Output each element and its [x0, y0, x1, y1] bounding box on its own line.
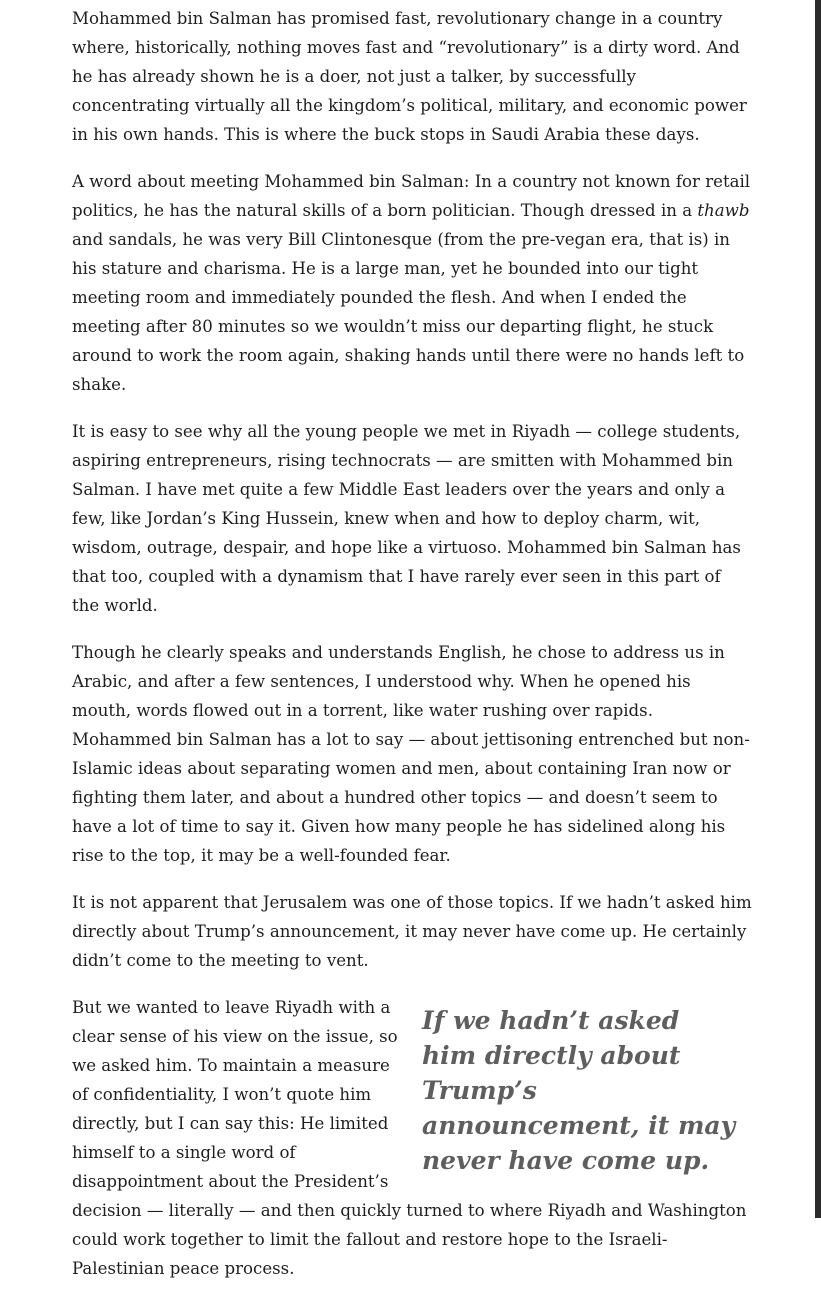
- article-body: [72, 4, 752, 1301]
- paragraph-2-start: A word about meeting Mohammed bin Salman: In a country not known for retail politics, he has the natural skills of a born politician. Though dressed in a: [72, 172, 751, 220]
- paragraph-2: [72, 167, 752, 399]
- paragraph-3: It is easy to see why all the young people we met in Riyadh — college students, aspiring entrepreneurs, rising technocrats — are smitten with Mohammed bin Salman. I have met quite a few Middle East leaders over the years and only a few, like Jordan’s King Hussein, knew when and how to deploy charm, wit, wisdom, outrage, despair, and hope like a virtuoso. Mohammed bin Salman has that too, coupled with a dynamism that I have rarely ever seen in this part of the world.: [72, 422, 741, 615]
- pull-quote: If we hadn’t asked him directly about Trump’s announcement, it may never have come up.: [422, 1006, 736, 1175]
- thawb-term: thawb: [697, 201, 750, 220]
- paragraph-5: It is not apparent that Jerusalem was one of those topics. If we hadn’t asked him directly about Trump’s announcement, it may never have come up. He certainly didn’t come to the meeting to vent.: [72, 893, 752, 970]
- paragraph-1: Mohammed bin Salman has promised fast, revolutionary change in a country where, historically, nothing moves fast and “revolutionary” is a dirty word. And he has already shown he is a doer, not just a talker, by successfully concentrating virtually all the kingdom’s political, military, and economic power in his own hands. This is where the buck stops in Saudi Arabia these days.: [72, 9, 747, 144]
- paragraph-4: Though he clearly speaks and understands English, he chose to address us in Arabic, and after a few sentences, I understood why. When he opened his mouth, words flowed out in a torrent, like water rushing over rapids. Mohammed bin Salman has a lot to say — about jettisoning entrenched but non-Islamic ideas about separating women and men, about containing Iran now or fighting them later, and about a hundred other topics — and doesn’t seem to have a lot of time to say it. Given how many people he has sidelined along his rise to the top, it may be a well-founded fear.: [72, 643, 750, 865]
- page-edge-rule: [815, 0, 821, 1218]
- paragraph-6: But we wanted to leave Riyadh with a clear sense of his view on the issue, so we asked him. To maintain a measure of confidentiality, I won’t quote him directly, but I can say this: He limited himself to a single word of disappointment about the President’s decision — literally — and then quickly turned to where Riyadh and Washington could work together to limit the fallout and restore hope to the Israeli-Palestinian peace process.: [72, 998, 747, 1278]
- paragraph-2-end: and sandals, he was very Bill Clintonesque (from the pre-vegan era, that is) in his stature and charisma. He is a large man, yet he bounded into our tight meeting room and immediately pounded the flesh. And when I ended the meeting after 80 minutes so we wouldn’t miss our departing flight, he stuck around to work the room again, shaking hands until there were no hands left to shake.: [72, 230, 745, 394]
